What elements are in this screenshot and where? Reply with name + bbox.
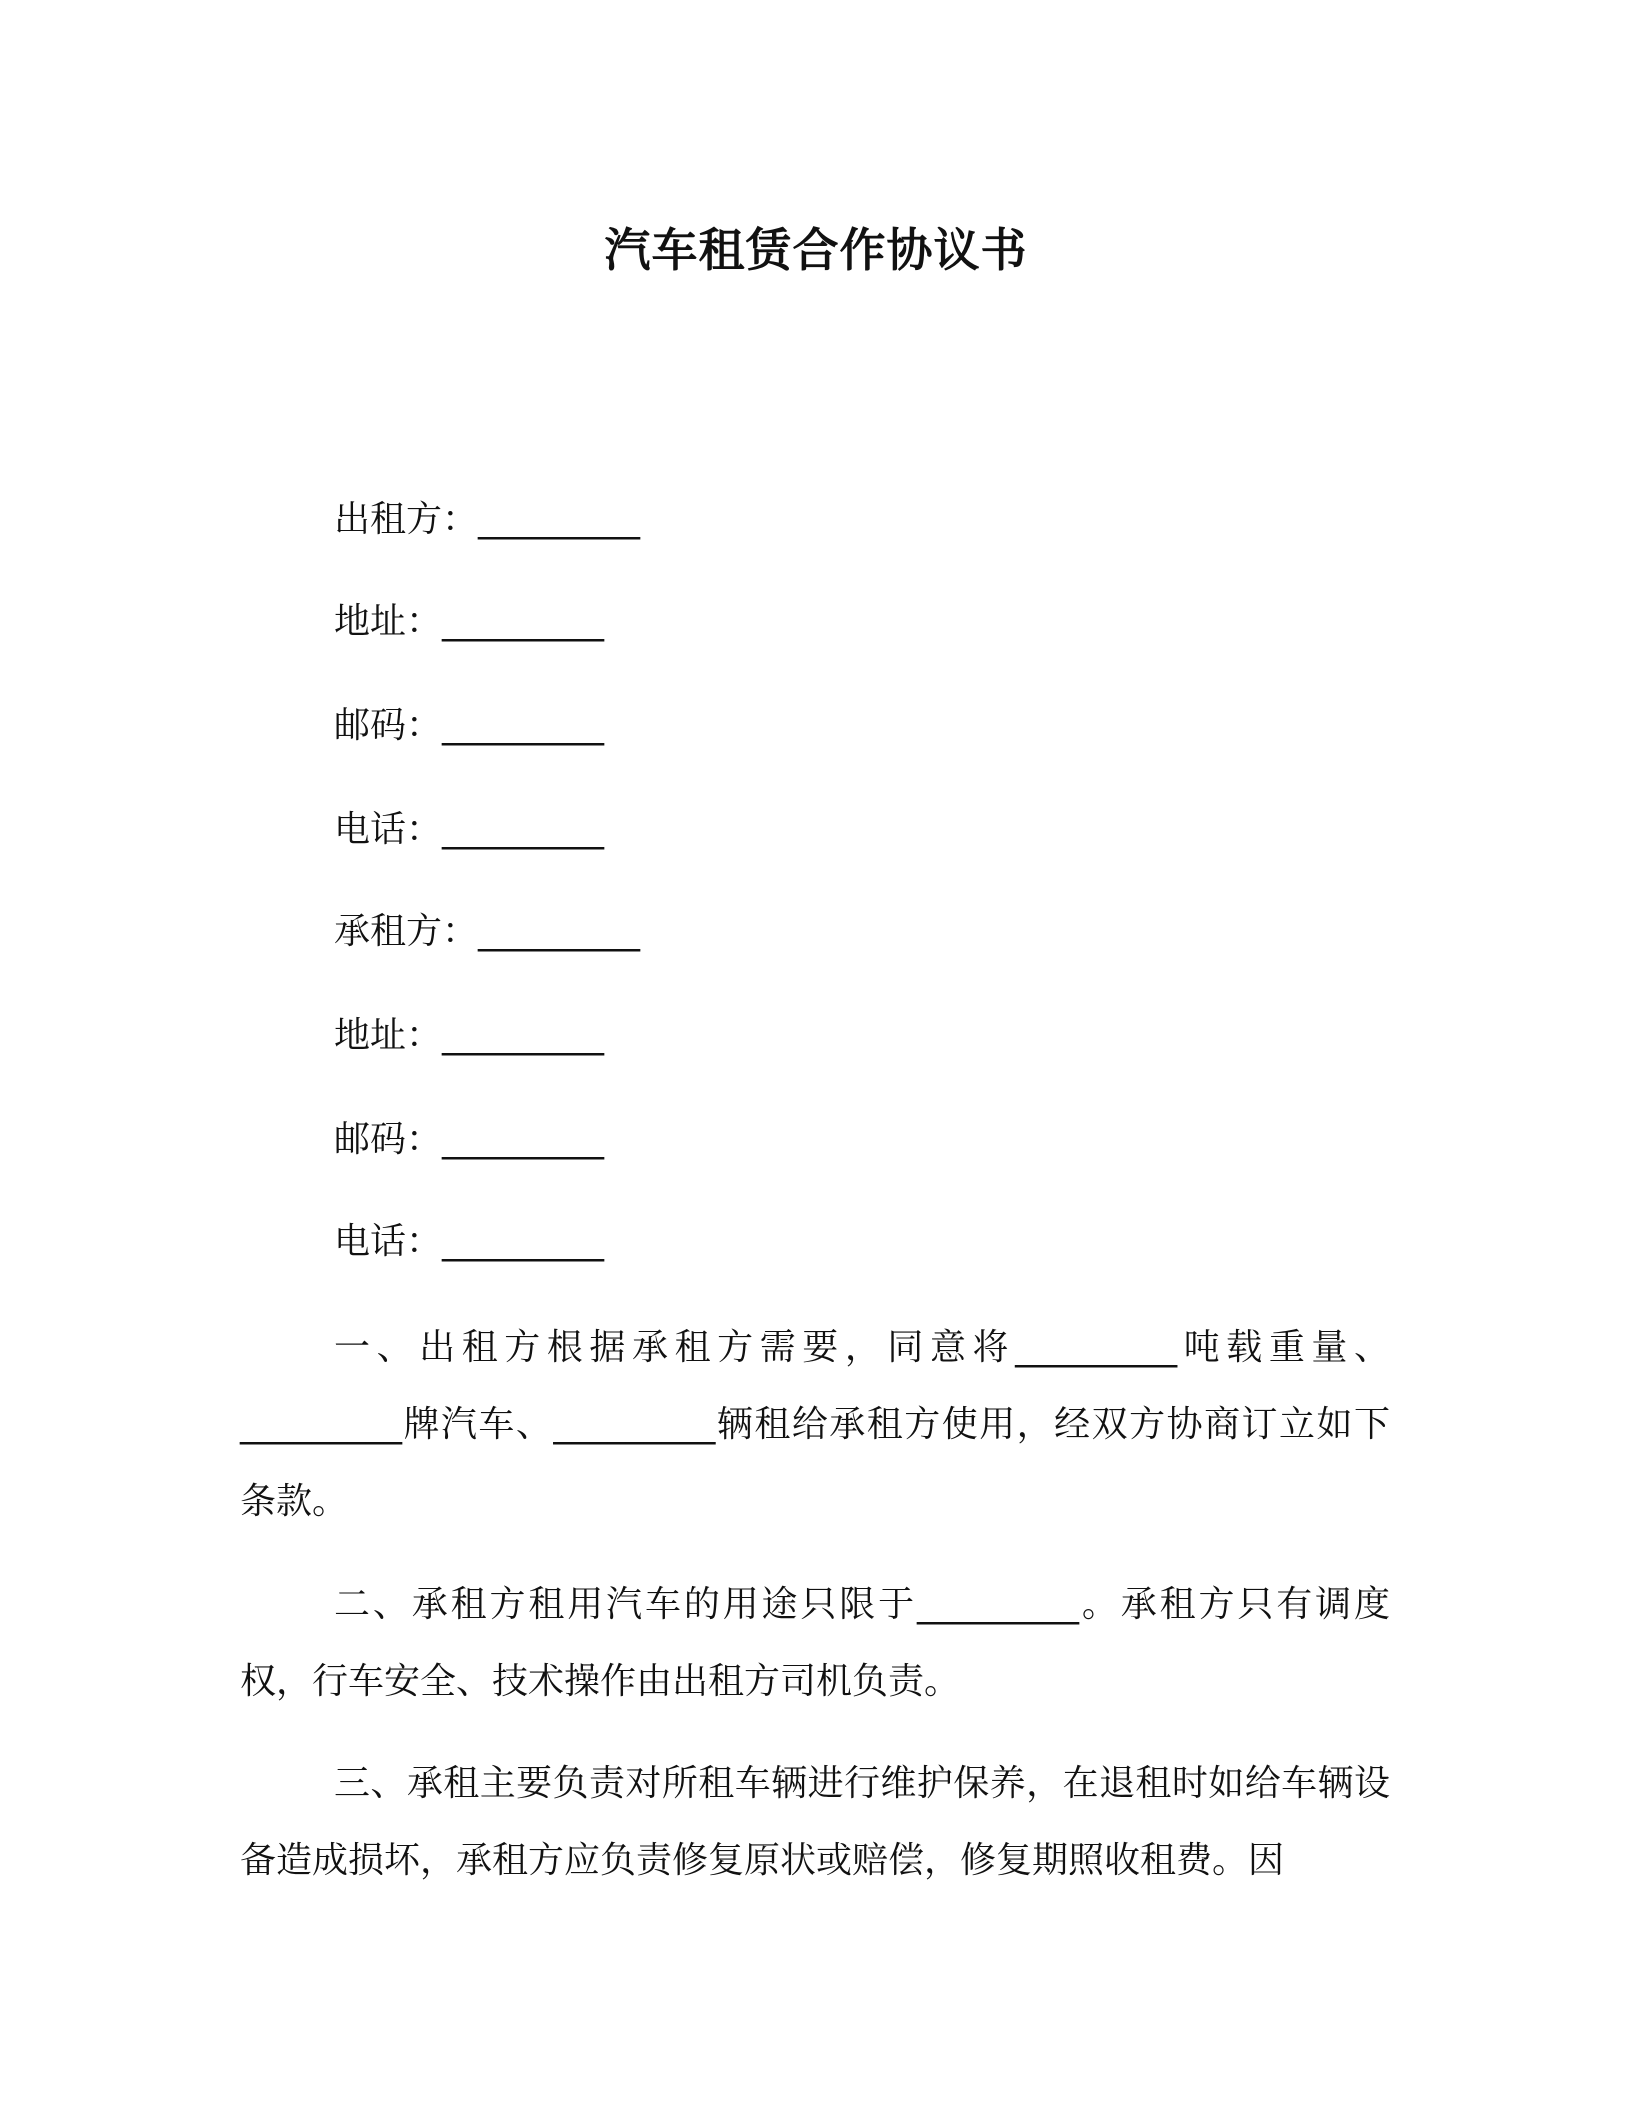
- clause-1: [240, 1309, 1390, 1540]
- lessee-postcode-field: 邮码：_________: [334, 1119, 605, 1160]
- lessor-postcode-field: 邮码：_________: [334, 705, 605, 746]
- clause-2: [240, 1566, 1390, 1720]
- clause-1-text: 一、出租方根据承租方需要，同意将_________吨载重量、_________牌汽车、_________辆租给承租方使用，经双方协商订立如下条款。: [240, 1327, 1390, 1522]
- clause-3: [240, 1745, 1390, 1899]
- lessor-phone-field: 电话：_________: [334, 809, 605, 850]
- lessor-address-field: 地址：_________: [334, 601, 605, 642]
- document-title: 汽车租赁合作协议书: [604, 223, 1028, 277]
- lessee-address-field: 地址：_________: [334, 1015, 605, 1056]
- lessor-name-field: 出租方：_________: [334, 499, 641, 540]
- clause-3-text: 三、承租主要负责对所租车辆进行维护保养，在退租时如给车辆设备造成损坏，承租方应负责修复原状或赔偿，修复期照收租费。因: [240, 1763, 1390, 1881]
- lessee-name-field: 承租方：_________: [334, 911, 641, 952]
- lessee-phone-field: 电话：_________: [334, 1221, 605, 1262]
- clause-2-text: 二、承租方租用汽车的用途只限于_________。承租方只有调度权，行车安全、技术操作由出租方司机负责。: [240, 1584, 1390, 1702]
